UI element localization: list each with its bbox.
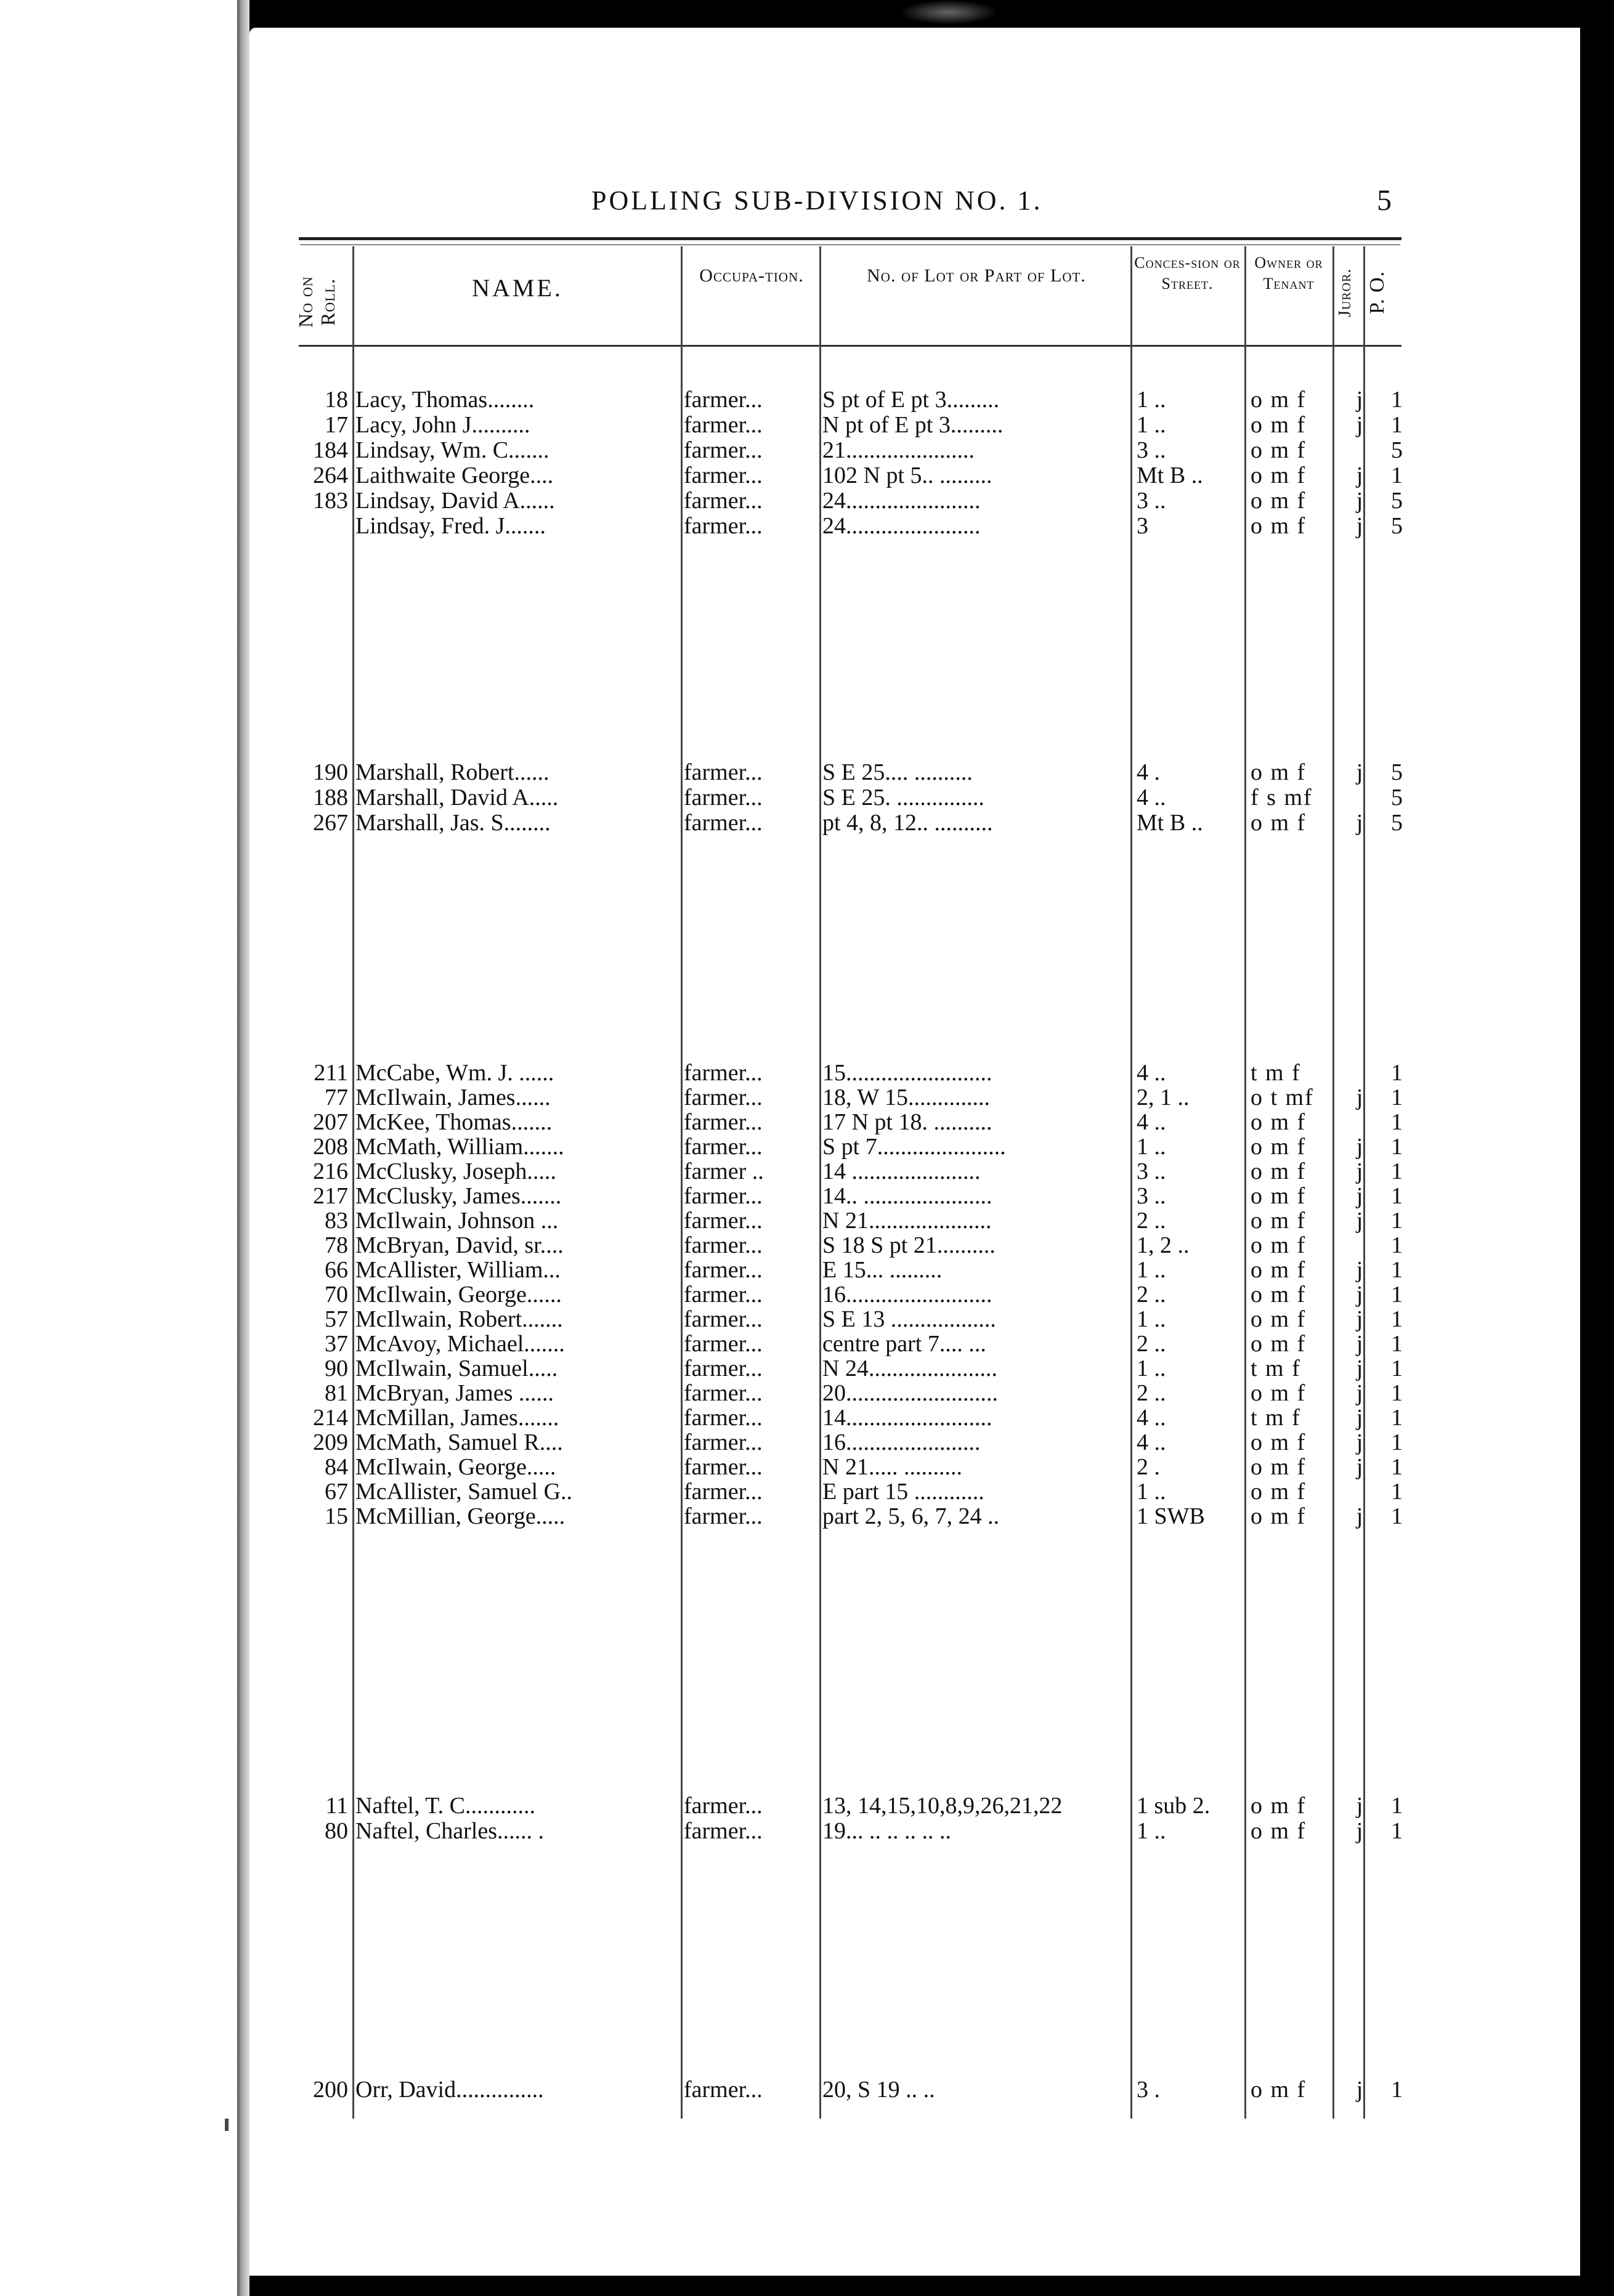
roll-number: 80: [325, 1818, 348, 1844]
lot-description: 24.......................: [822, 513, 981, 539]
occupation: farmer...: [684, 1479, 763, 1505]
lot-description: 18, W 15..............: [822, 1085, 990, 1110]
occupation: farmer...: [684, 1134, 763, 1160]
voter-name: McIlwain, Johnson ...: [355, 1208, 559, 1234]
roll-number: 217: [313, 1183, 348, 1209]
owner-tenant: t m f: [1251, 1405, 1301, 1431]
lot-description: 14 ......................: [822, 1158, 981, 1184]
juror-mark: j: [1356, 1356, 1363, 1381]
voter-row: [249, 784, 1420, 811]
occupation: farmer...: [684, 1060, 763, 1086]
column-header-rule: [299, 345, 1401, 347]
voter-name: McClusky, Joseph.....: [355, 1158, 556, 1184]
post-office: 1: [1391, 1257, 1403, 1283]
voter-row: [249, 1330, 1420, 1357]
juror-mark: j: [1356, 1454, 1363, 1480]
lot-description: 13, 14,15,10,8,9,26,21,22: [822, 1793, 1063, 1819]
voter-name: McBryan, James ......: [355, 1380, 554, 1406]
concession: 1, 2 ..: [1137, 1232, 1190, 1258]
post-office: 1: [1391, 1158, 1403, 1184]
book-gutter: [237, 0, 249, 2296]
left-page-margin: [0, 0, 237, 2296]
post-office: 5: [1391, 513, 1403, 539]
concession: 1 SWB: [1137, 1503, 1205, 1529]
concession: 2 ..: [1137, 1208, 1166, 1234]
occupation: farmer...: [684, 1380, 763, 1406]
owner-tenant: o m f: [1251, 1257, 1307, 1283]
roll-number: 83: [325, 1208, 348, 1234]
lot-description: centre part 7.... ...: [822, 1331, 986, 1357]
voter-row: [249, 1817, 1420, 1845]
occupation: farmer...: [684, 810, 763, 836]
voter-name: McIlwain, Robert.......: [355, 1306, 563, 1332]
roll-number: 216: [313, 1158, 348, 1184]
concession: 4 ..: [1137, 1060, 1166, 1086]
voter-row: [249, 1207, 1420, 1234]
roll-number: 208: [313, 1134, 348, 1160]
juror-mark: j: [1356, 1503, 1363, 1529]
roll-number: 90: [325, 1356, 348, 1381]
voter-row: [249, 1306, 1420, 1333]
voter-row: [249, 1281, 1420, 1308]
voter-name: McBryan, David, sr....: [355, 1232, 564, 1258]
post-office: 1: [1391, 1232, 1403, 1258]
juror-mark: j: [1356, 1818, 1363, 1844]
post-office: 1: [1391, 1405, 1403, 1431]
column-header-occupation: Occupa-tion.: [699, 265, 804, 286]
post-office: 1: [1391, 1208, 1403, 1234]
lot-description: S E 25.... ..........: [822, 759, 973, 785]
juror-mark: j: [1356, 1257, 1363, 1283]
voter-name: McMillan, James.......: [355, 1405, 559, 1431]
occupation: farmer...: [684, 1405, 763, 1431]
voter-name: McIlwain, George......: [355, 1282, 562, 1308]
owner-tenant: o m f: [1251, 1158, 1307, 1184]
header-rule: [299, 237, 1401, 240]
lot-description: N 24......................: [822, 1356, 997, 1381]
voter-name: McIlwain, George.....: [355, 1454, 556, 1480]
concession: 3 ..: [1137, 437, 1166, 463]
post-office: 1: [1391, 1503, 1403, 1529]
voter-row: [249, 1355, 1420, 1382]
juror-mark: j: [1356, 387, 1363, 413]
owner-tenant: o m f: [1251, 810, 1307, 836]
page-number: 5: [1377, 184, 1392, 217]
voter-name: McMillian, George.....: [355, 1503, 566, 1529]
column-header-po: P. O.: [1366, 270, 1389, 315]
concession: 3 ..: [1137, 1158, 1166, 1184]
post-office: 1: [1391, 1109, 1403, 1135]
voter-row: [249, 1232, 1420, 1259]
juror-mark: j: [1356, 810, 1363, 836]
voter-row: [249, 411, 1420, 439]
owner-tenant: o t mf: [1251, 1085, 1314, 1110]
voter-name: Lindsay, Wm. C.......: [355, 437, 549, 463]
post-office: 1: [1391, 1331, 1403, 1357]
concession: 3 .: [1137, 2077, 1160, 2103]
occupation: farmer...: [684, 1454, 763, 1480]
owner-tenant: o m f: [1251, 412, 1307, 438]
roll-number: 183: [313, 488, 348, 514]
owner-tenant: o m f: [1251, 759, 1307, 785]
occupation: farmer...: [684, 1429, 763, 1455]
voter-row: [249, 1792, 1420, 1819]
owner-tenant: o m f: [1251, 1818, 1307, 1844]
voter-row: [249, 809, 1420, 836]
post-office: 1: [1391, 1454, 1403, 1480]
roll-number: 81: [325, 1380, 348, 1406]
juror-mark: j: [1356, 513, 1363, 539]
roll-number: 18: [325, 387, 348, 413]
column-header-owner: Owner or Tenant: [1254, 254, 1323, 293]
owner-tenant: o m f: [1251, 1503, 1307, 1529]
owner-tenant: o m f: [1251, 1454, 1307, 1480]
lot-description: E part 15 ............: [822, 1479, 984, 1505]
occupation: farmer...: [684, 1818, 763, 1844]
lot-description: 14.. ......................: [822, 1183, 992, 1209]
post-office: 5: [1391, 810, 1403, 836]
roll-number: 209: [313, 1429, 348, 1455]
concession: 3 ..: [1137, 1183, 1166, 1209]
occupation: farmer...: [684, 488, 763, 514]
occupation: farmer...: [684, 1503, 763, 1529]
owner-tenant: o m f: [1251, 1793, 1307, 1819]
voter-row: [249, 1453, 1420, 1481]
owner-tenant: o m f: [1251, 1208, 1307, 1234]
voter-name: McAllister, Samuel G..: [355, 1479, 573, 1505]
column-header-lot: No. of Lot or Part of Lot.: [867, 265, 1086, 286]
occupation: farmer...: [684, 1793, 763, 1819]
roll-number: 70: [325, 1282, 348, 1308]
juror-mark: j: [1356, 1282, 1363, 1308]
occupation: farmer...: [684, 513, 763, 539]
voter-row: [249, 487, 1420, 514]
post-office: 1: [1391, 1134, 1403, 1160]
roll-number: 184: [313, 437, 348, 463]
occupation: farmer...: [684, 759, 763, 785]
voter-name: McAllister, William...: [355, 1257, 561, 1283]
concession: 1 ..: [1137, 387, 1166, 413]
voter-row: [249, 1109, 1420, 1136]
lot-description: 17 N pt 18. ..........: [822, 1109, 992, 1135]
post-office: 5: [1391, 488, 1403, 514]
voter-row: [249, 1429, 1420, 1456]
concession: 1 ..: [1137, 1257, 1166, 1283]
concession: 1 sub 2.: [1137, 1793, 1210, 1819]
roll-number: 11: [325, 1793, 348, 1819]
owner-tenant: o m f: [1251, 1134, 1307, 1160]
column-header-juror: Juror.: [1336, 268, 1355, 317]
post-office: 1: [1391, 412, 1403, 438]
concession: 4 .: [1137, 759, 1160, 785]
post-office: 1: [1391, 1356, 1403, 1381]
occupation: farmer...: [684, 412, 763, 438]
lot-description: 19... .. .. .. .. ..: [822, 1818, 951, 1844]
roll-number: 207: [313, 1109, 348, 1135]
lot-description: N 21..... ..........: [822, 1454, 962, 1480]
post-office: 1: [1391, 1479, 1403, 1505]
concession: 1 ..: [1137, 1356, 1166, 1381]
roll-number: 37: [325, 1331, 348, 1357]
voter-row: [249, 1503, 1420, 1530]
voter-name: Naftel, Charles...... .: [355, 1818, 545, 1844]
lot-description: 102 N pt 5.. .........: [822, 463, 992, 488]
owner-tenant: o m f: [1251, 437, 1307, 463]
voter-row: [249, 2076, 1420, 2103]
concession: Mt B ..: [1137, 463, 1203, 488]
voter-name: McAvoy, Michael.......: [355, 1331, 565, 1357]
juror-mark: j: [1356, 463, 1363, 488]
occupation: farmer ..: [684, 1158, 764, 1184]
voter-row: [249, 1059, 1420, 1086]
page-title: POLLING SUB-DIVISION NO. 1.: [591, 185, 1043, 216]
owner-tenant: o m f: [1251, 387, 1307, 413]
occupation: farmer...: [684, 1085, 763, 1110]
owner-tenant: o m f: [1251, 1306, 1307, 1332]
post-office: 1: [1391, 1306, 1403, 1332]
owner-tenant: o m f: [1251, 1109, 1307, 1135]
juror-mark: j: [1356, 1134, 1363, 1160]
juror-mark: j: [1356, 1306, 1363, 1332]
occupation: farmer...: [684, 2077, 763, 2103]
owner-tenant: o m f: [1251, 1479, 1307, 1505]
roll-number: 57: [325, 1306, 348, 1332]
lot-description: 16.......................: [822, 1429, 981, 1455]
lot-description: 21......................: [822, 437, 975, 463]
voter-name: Orr, David...............: [355, 2077, 544, 2103]
occupation: farmer...: [684, 1208, 763, 1234]
voter-name: McClusky, James.......: [355, 1183, 562, 1209]
juror-mark: j: [1356, 412, 1363, 438]
voter-name: Marshall, Jas. S........: [355, 810, 551, 836]
owner-tenant: o m f: [1251, 1232, 1307, 1258]
concession: 1 ..: [1137, 1479, 1166, 1505]
roll-number: 15: [325, 1503, 348, 1529]
concession: 4 ..: [1137, 785, 1166, 810]
owner-tenant: o m f: [1251, 463, 1307, 488]
post-office: 1: [1391, 1183, 1403, 1209]
lot-description: S E 25. ...............: [822, 785, 984, 810]
voter-row: [249, 1380, 1420, 1407]
voter-name: McIlwain, Samuel.....: [355, 1356, 558, 1381]
voter-name: Lindsay, David A......: [355, 488, 555, 514]
post-office: 1: [1391, 1793, 1403, 1819]
column-header-concession: Conces-sion or Street.: [1134, 254, 1241, 293]
concession: 3: [1137, 513, 1148, 539]
lot-description: part 2, 5, 6, 7, 24 ..: [822, 1503, 1000, 1529]
voter-name: Naftel, T. C............: [355, 1793, 535, 1819]
juror-mark: j: [1356, 1183, 1363, 1209]
voter-name: McIlwain, James......: [355, 1085, 551, 1110]
owner-tenant: o m f: [1251, 1429, 1307, 1455]
post-office: 1: [1391, 1818, 1403, 1844]
voter-row: [249, 1158, 1420, 1185]
concession: 4 ..: [1137, 1429, 1166, 1455]
voter-row: [249, 1133, 1420, 1160]
roll-number: 190: [313, 759, 348, 785]
roll-number: 67: [325, 1479, 348, 1505]
voter-row: [249, 386, 1420, 413]
lot-description: 14.........................: [822, 1405, 992, 1431]
juror-mark: j: [1356, 2077, 1363, 2103]
roll-number: 264: [313, 463, 348, 488]
occupation: farmer...: [684, 785, 763, 810]
owner-tenant: o m f: [1251, 513, 1307, 539]
scan-speck: [899, 0, 998, 25]
post-office: 1: [1391, 1380, 1403, 1406]
owner-tenant: o m f: [1251, 1380, 1307, 1406]
roll-number: 84: [325, 1454, 348, 1480]
lot-description: 20..........................: [822, 1380, 998, 1406]
owner-tenant: t m f: [1251, 1060, 1301, 1086]
voter-row: [249, 1478, 1420, 1505]
juror-mark: j: [1356, 1405, 1363, 1431]
voter-name: McKee, Thomas.......: [355, 1109, 553, 1135]
occupation: farmer...: [684, 1183, 763, 1209]
lot-description: N 21.....................: [822, 1208, 992, 1234]
occupation: farmer...: [684, 1356, 763, 1381]
lot-description: pt 4, 8, 12.. ..........: [822, 810, 993, 836]
owner-tenant: t m f: [1251, 1356, 1301, 1381]
lot-description: 15.........................: [822, 1060, 992, 1086]
occupation: farmer...: [684, 1331, 763, 1357]
owner-tenant: o m f: [1251, 1331, 1307, 1357]
roll-number: 17: [325, 412, 348, 438]
column-header-name: NAME.: [472, 274, 563, 302]
juror-mark: j: [1356, 488, 1363, 514]
juror-mark: j: [1356, 1429, 1363, 1455]
voter-name: McCabe, Wm. J. ......: [355, 1060, 554, 1086]
concession: 1 ..: [1137, 1134, 1166, 1160]
roll-number: 78: [325, 1232, 348, 1258]
owner-tenant: f s mf: [1251, 785, 1313, 810]
roll-number: 188: [313, 785, 348, 810]
juror-mark: j: [1356, 1208, 1363, 1234]
column-header-roll: No on Roll.: [294, 276, 339, 328]
voter-name: Marshall, Robert......: [355, 759, 549, 785]
owner-tenant: o m f: [1251, 1183, 1307, 1209]
occupation: farmer...: [684, 1109, 763, 1135]
voter-name: Marshall, David A.....: [355, 785, 559, 810]
concession: Mt B ..: [1137, 810, 1203, 836]
concession: 1 ..: [1137, 412, 1166, 438]
post-office: 1: [1391, 1282, 1403, 1308]
roll-number: 200: [313, 2077, 348, 2103]
scan-mark: [225, 2119, 229, 2131]
concession: 2 ..: [1137, 1331, 1166, 1357]
concession: 4 ..: [1137, 1405, 1166, 1431]
post-office: 1: [1391, 387, 1403, 413]
concession: 2 ..: [1137, 1282, 1166, 1308]
juror-mark: j: [1356, 1793, 1363, 1819]
roll-number: 211: [314, 1060, 348, 1086]
post-office: 1: [1391, 1085, 1403, 1110]
concession: 2, 1 ..: [1137, 1085, 1190, 1110]
voter-row: [249, 759, 1420, 786]
occupation: farmer...: [684, 1282, 763, 1308]
post-office: 5: [1391, 437, 1403, 463]
voter-row: [249, 462, 1420, 489]
lot-description: 20, S 19 .. ..: [822, 2077, 935, 2103]
concession: 2 ..: [1137, 1380, 1166, 1406]
lot-description: 16.........................: [822, 1282, 992, 1308]
lot-description: 24.......................: [822, 488, 981, 514]
juror-mark: j: [1356, 1158, 1363, 1184]
lot-description: S pt 7......................: [822, 1134, 1006, 1160]
occupation: farmer...: [684, 1257, 763, 1283]
lot-description: S E 13 ..................: [822, 1306, 996, 1332]
juror-mark: j: [1356, 1380, 1363, 1406]
concession: 4 ..: [1137, 1109, 1166, 1135]
voter-row: [249, 1404, 1420, 1431]
occupation: farmer...: [684, 463, 763, 488]
voter-name: Laithwaite George....: [355, 463, 554, 488]
roll-number: 214: [313, 1405, 348, 1431]
lot-description: N pt of E pt 3.........: [822, 412, 1004, 438]
lot-description: S pt of E pt 3.........: [822, 387, 1000, 413]
roll-number: 66: [325, 1257, 348, 1283]
concession: 1 ..: [1137, 1306, 1166, 1332]
voter-name: Lacy, Thomas........: [355, 387, 535, 413]
juror-mark: j: [1356, 759, 1363, 785]
owner-tenant: o m f: [1251, 488, 1307, 514]
voter-row: [249, 1084, 1420, 1111]
voter-name: Lindsay, Fred. J.......: [355, 513, 546, 539]
post-office: 5: [1391, 759, 1403, 785]
roll-number: 77: [325, 1085, 348, 1110]
voter-name: McMath, Samuel R....: [355, 1429, 563, 1455]
occupation: farmer...: [684, 437, 763, 463]
concession: 1 ..: [1137, 1818, 1166, 1844]
occupation: farmer...: [684, 1306, 763, 1332]
voter-name: McMath, William.......: [355, 1134, 564, 1160]
voter-row: [249, 1182, 1420, 1210]
post-office: 1: [1391, 2077, 1403, 2103]
concession: 2 .: [1137, 1454, 1160, 1480]
voter-row: [249, 437, 1420, 464]
post-office: 1: [1391, 1429, 1403, 1455]
post-office: 1: [1391, 1060, 1403, 1086]
roll-number: 267: [313, 810, 348, 836]
juror-mark: j: [1356, 1331, 1363, 1357]
owner-tenant: o m f: [1251, 1282, 1307, 1308]
post-office: 1: [1391, 463, 1403, 488]
owner-tenant: o m f: [1251, 2077, 1307, 2103]
juror-mark: j: [1356, 1085, 1363, 1110]
voter-name: Lacy, John J..........: [355, 412, 530, 438]
post-office: 5: [1391, 785, 1403, 810]
lot-description: E 15... .........: [822, 1257, 943, 1283]
occupation: farmer...: [684, 387, 763, 413]
lot-description: S 18 S pt 21..........: [822, 1232, 996, 1258]
concession: 3 ..: [1137, 488, 1166, 514]
voter-row: [249, 1256, 1420, 1283]
voter-row: [249, 512, 1420, 540]
occupation: farmer...: [684, 1232, 763, 1258]
